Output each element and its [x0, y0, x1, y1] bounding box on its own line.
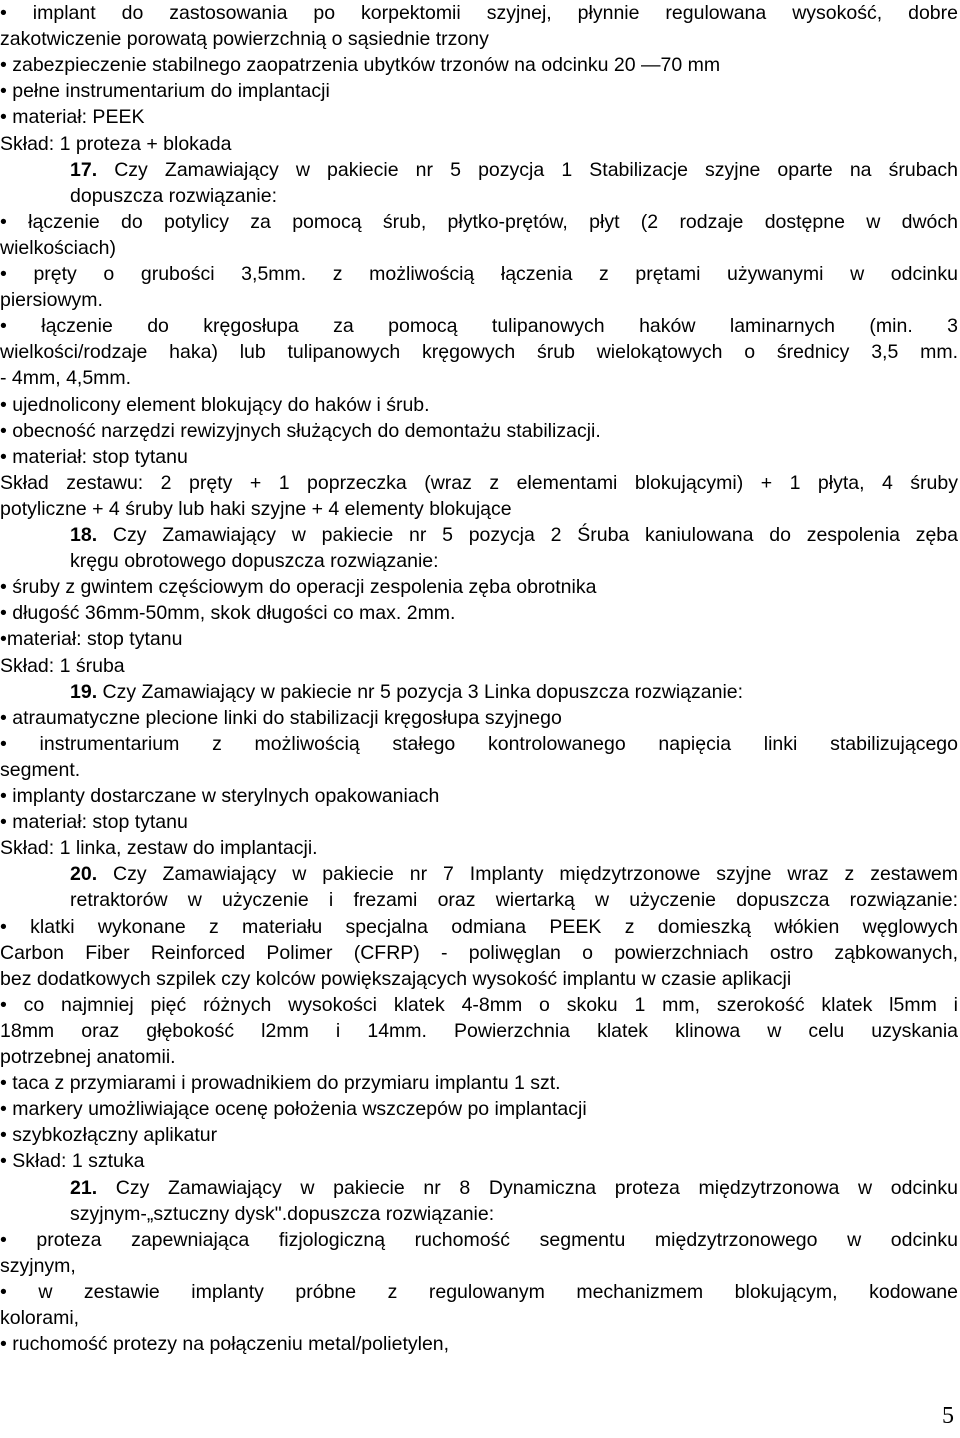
- line-text: • implant do zastosowania po korpektomii szyjnej, płynnie regulowana wysokość, dobre: [0, 2, 958, 24]
- text-line: [0, 809, 958, 835]
- text-line: [0, 757, 958, 783]
- question-heading-line: [70, 1175, 958, 1201]
- text-line: [0, 1253, 958, 1279]
- text-line: [0, 626, 958, 652]
- text-line: [0, 966, 958, 992]
- line-text: •materiał: stop tytanu: [0, 628, 183, 651]
- text-line: [0, 940, 958, 966]
- text-line: [0, 52, 958, 78]
- text-line: [0, 1018, 958, 1044]
- question-heading-line: [70, 157, 958, 183]
- text-line: [70, 887, 958, 913]
- text-line: [0, 1044, 958, 1070]
- question-heading-line: [70, 522, 958, 548]
- text-line: [0, 1279, 958, 1305]
- text-line: [70, 548, 958, 574]
- page-number: 5: [942, 1403, 954, 1429]
- question-number: 17.: [70, 158, 98, 181]
- line-text: • materiał: PEEK: [0, 106, 145, 129]
- question-number: 18.: [70, 524, 98, 546]
- line-text: Skład: 1 śruba: [0, 654, 125, 677]
- line-text: bez dodatkowych szpilek czy kolców powiększających wysokość implantu w czasie aplikacji: [0, 967, 792, 990]
- line-text: szyjnym-„sztuczny dysk".dopuszcza rozwiązanie:: [70, 1202, 495, 1225]
- line-text: • Skład: 1 sztuka: [0, 1150, 145, 1173]
- line-text: • ujednolicony element blokujący do haków i śrub.: [0, 393, 430, 416]
- text-line: [0, 496, 958, 522]
- text-line: [0, 287, 958, 313]
- line-text: zakotwiczenie porowatą powierzchnią o sąsiednie trzony: [0, 28, 489, 51]
- text-line: [0, 653, 958, 679]
- text-line: [0, 600, 958, 626]
- line-text: wielkościach): [0, 236, 116, 259]
- text-line: [0, 835, 958, 861]
- line-text: • markery umożliwiające ocenę położenia wszczepów po implantacji: [0, 1098, 587, 1121]
- text-line: [0, 731, 958, 757]
- line-text: Skład zestawu: 2 pręty + 1 poprzeczka (wraz z elementami blokującymi) + 1 płyta, 4 śruby: [0, 471, 958, 494]
- text-line: [0, 339, 958, 365]
- line-text: Skład: 1 linka, zestaw do implantacji.: [0, 837, 318, 860]
- line-text: • szybkozłączny aplikatur: [0, 1124, 218, 1147]
- text-line: [0, 209, 958, 235]
- question-number: 19.: [70, 680, 98, 703]
- text-line: [0, 131, 958, 157]
- line-text: Czy Zamawiający w pakiecie nr 8 Dynamiczna proteza międzytrzonowa w odcinku: [97, 1176, 958, 1199]
- text-line: [0, 26, 958, 52]
- question-heading-line: [70, 679, 958, 705]
- line-text: • proteza zapewniająca fizjologiczną ruchomość segmentu międzytrzonowego w odcinku: [0, 1228, 958, 1251]
- text-line: [0, 235, 958, 261]
- text-line: [0, 0, 958, 26]
- line-text: wielkości/rodzaje haka) lub tulipanowych kręgowych śrub wielokątowych o średnicy 3,5 mm.: [0, 341, 958, 364]
- text-line: [0, 992, 958, 1018]
- line-text: Czy Zamawiający w pakiecie nr 5 pozycja 1 Stabilizacje szyjne oparte na śrubach: [97, 158, 958, 181]
- text-line: [0, 574, 958, 600]
- line-text: • obecność narzędzi rewizyjnych służących do demontażu stabilizacji.: [0, 419, 601, 442]
- line-text: 18mm oraz głębokość l2mm i 14mm. Powierzchnia klatek klinowa w celu uzyskania: [0, 1019, 958, 1042]
- line-text: potrzebnej anatomii.: [0, 1046, 176, 1068]
- text-line: [0, 1148, 958, 1174]
- text-line: [0, 392, 958, 418]
- text-line: [0, 418, 958, 444]
- line-text: • materiał: stop tytanu: [0, 811, 188, 834]
- line-text: kręgu obrotowego dopuszcza rozwiązanie:: [70, 550, 439, 573]
- line-text: • klatki wykonane z materiału specjalna odmiana PEEK z domieszką włókien węglowych: [0, 915, 958, 938]
- line-text: retraktorów w użyczenie i frezami oraz wiertarką w użyczenie dopuszcza rozwiązanie:: [70, 889, 958, 912]
- text-line: [0, 78, 958, 104]
- line-text: • co najmniej pięć różnych wysokości klatek 4-8mm o skoku 1 mm, szerokość klatek l5mm i: [0, 993, 958, 1016]
- line-text: • materiał: stop tytanu: [0, 445, 188, 468]
- line-text: piersiowym.: [0, 289, 103, 312]
- text-line: [0, 1227, 958, 1253]
- text-line: [0, 365, 958, 391]
- line-text: • implanty dostarczane w sterylnych opakowaniach: [0, 785, 440, 807]
- line-text: • atraumatyczne plecione linki do stabilizacji kręgosłupa szyjnego: [0, 706, 562, 729]
- line-text: • łączenie do potylicy za pomocą śrub, płytko-prętów, płyt (2 rodzaje dostępne w dwóch: [0, 210, 958, 233]
- question-heading-line: [70, 861, 958, 887]
- line-text: • ruchomość protezy na połączeniu metal/polietylen,: [0, 1333, 450, 1356]
- text-line: [0, 470, 958, 496]
- text-line: [0, 1096, 958, 1122]
- line-text: potyliczne + 4 śruby lub haki szyjne + 4 elementy blokujące: [0, 497, 512, 520]
- line-text: • łączenie do kręgosłupa za pomocą tulipanowych haków laminarnych (min. 3: [0, 315, 958, 338]
- text-line: [70, 1201, 958, 1227]
- line-text: segment.: [0, 758, 81, 781]
- text-line: [0, 783, 958, 809]
- text-line: [0, 261, 958, 287]
- line-text: Czy Zamawiający w pakiecie nr 5 pozycja 2 Śruba kaniulowana do zespolenia zęba: [97, 524, 958, 546]
- text-line: [0, 104, 958, 130]
- text-line: [70, 183, 958, 209]
- line-text: - 4mm, 4,5mm.: [0, 367, 132, 390]
- line-text: kolorami,: [0, 1307, 80, 1329]
- line-text: Carbon Fiber Reinforced Polimer (CFRP) - poliwęglan o powierzchniach ostro ząbkowanych,: [0, 941, 958, 964]
- text-line: [0, 1070, 958, 1096]
- question-number: 20.: [70, 863, 98, 886]
- text-line: [0, 914, 958, 940]
- line-text: dopuszcza rozwiązanie:: [70, 184, 278, 207]
- line-text: • długość 36mm-50mm, skok długości co max. 2mm.: [0, 602, 456, 625]
- line-text: • zabezpieczenie stabilnego zaopatrzenia ubytków trzonów na odcinku 20 —70 mm: [0, 54, 721, 77]
- line-text: • taca z przymiarami i prowadnikiem do przymiaru implantu 1 szt.: [0, 1072, 561, 1095]
- line-text: szyjnym,: [0, 1254, 76, 1277]
- text-line: [0, 1305, 958, 1331]
- text-line: [0, 705, 958, 731]
- line-text: Czy Zamawiający w pakiecie nr 7 Implanty międzytrzonowe szyjne wraz z zestawem: [97, 863, 958, 886]
- text-line: [0, 1331, 958, 1357]
- text-line: [0, 1122, 958, 1148]
- line-text: • pełne instrumentarium do implantacji: [0, 80, 330, 103]
- line-text: • w zestawie implanty próbne z regulowanym mechanizmem blokującym, kodowane: [0, 1280, 958, 1303]
- question-number: 21.: [70, 1176, 98, 1199]
- line-text: Czy Zamawiający w pakiecie nr 5 pozycja 3 Linka dopuszcza rozwiązanie:: [97, 680, 744, 703]
- text-line: [0, 444, 958, 470]
- line-text: • pręty o grubości 3,5mm. z możliwością łączenia z prętami używanymi w odcinku: [0, 263, 958, 285]
- line-text: Skład: 1 proteza + blokada: [0, 132, 232, 155]
- text-line: [0, 313, 958, 339]
- line-text: • śruby z gwintem częściowym do operacji zespolenia zęba obrotnika: [0, 576, 597, 599]
- line-text: • instrumentarium z możliwością stałego kontrolowanego napięcia linki stabilizującego: [0, 732, 958, 755]
